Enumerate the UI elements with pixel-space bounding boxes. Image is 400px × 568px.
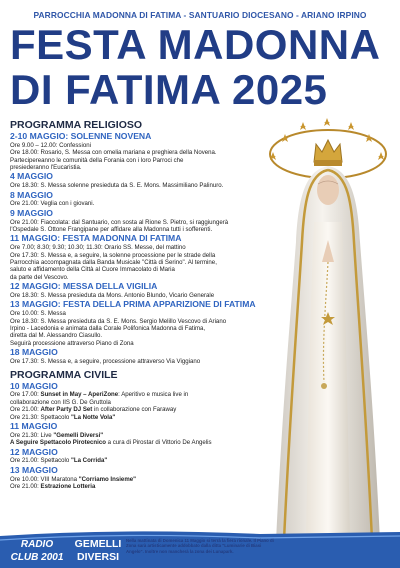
civil-day-title: 10 MAGGIO [10,380,58,391]
religious-day-line: Ore 21.00: Veglia con i giovani. [10,200,95,208]
svg-text:GEMELLI: GEMELLI [74,538,122,550]
civil-day-title: 12 MAGGIO [10,446,58,457]
civil-day-line [10,414,278,421]
civil-day-line [10,391,278,398]
civil-line-segment: "Corriamo Insieme" [78,475,137,483]
religious-day-line: Ore 18.30: S. Messa solenne presieduta da S. E. Mons. Massimiliano Palinuro. [10,182,224,190]
religious-day-line: Ore 18.30: S. Messa presieduta da Mons. Antonio Blundo, Vicario Generale [10,292,215,300]
civil-line-segment: a cura di Pirostar di Vittorio De Angelis [105,439,212,447]
civil-program-heading: PROGRAMMA CIVILE [10,368,118,381]
religious-program-list [10,132,278,366]
religious-day-title: 8 MAGGIO [10,189,53,200]
religious-day-line: Seguirà processione attraverso Piano di Zona [10,339,134,347]
civil-day-line [10,439,278,446]
civil-day-title: 11 MAGGIO [10,420,58,431]
footer-note: Nella mattinata di Domenica 11 Maggio si terrà la fiera rionale. Il Piano di Zona sarà artisticamente addobbato dalla ditta "Luminarie di Biasi Angelo". Inoltre non mancherà la zona dei Lunapark. [126,538,274,554]
religious-program-heading: PROGRAMMA RELIGIOSO [10,119,143,131]
religious-day-line: saluto e affidamento della Città al Cuore Immacolato di Maria [10,266,175,274]
civil-line-segment: Ore 17.00: [10,391,41,399]
civil-line-segment: Ore 10.00: VIII Maratona [10,475,79,483]
religious-day-title: 4 MAGGIO [10,171,53,182]
religious-day-line: Ore 7.00; 8.30; 9.30; 10.30; 11.30: Orario SS. Messe, del mattino [10,244,186,252]
civil-program-list [10,382,278,491]
civil-line-segment: A Seguire Spettacolo Pirotecnico [10,439,106,447]
civil-line-segment: "Gemelli Diversi" [53,431,104,439]
religious-day-line: l'Ospedale S. Ottone Frangipane per affidare alla Madonna tutti i sofferenti. [10,226,213,234]
religious-day-title: 13 MAGGIO: FESTA DELLA PRIMA APPARIZIONE DI FATIMA [10,299,256,310]
civil-day-line [10,483,278,490]
civil-day-title: 13 MAGGIO [10,464,58,475]
civil-line-segment: Ore 21.00: Spettacolo [10,457,71,465]
religious-day-title: 18 MAGGIO [10,347,58,358]
civil-day-line [10,406,278,413]
civil-line-segment: Ore 21.30: Spettacolo [10,413,71,421]
civil-line-segment: Ore 21.30: Live [10,431,54,439]
civil-line-segment: Estrazione Lotteria [40,482,96,490]
civil-line-segment: "La Notte Vola" [70,413,116,421]
civil-line-segment: After Party DJ Set [40,406,93,414]
civil-day-line [10,476,278,483]
religious-day-title: 9 MAGGIO [10,207,53,218]
civil-day-line [10,457,278,464]
religious-day-line: Irpino - Lacedonia e animata dalla Corale Polifonica Madonna di Fatima, [10,325,206,333]
parish-header: PARROCCHIA MADONNA DI FATIMA - SANTUARIO DIOCESANO - ARIANO IRPINO [33,10,367,20]
civil-line-segment: : Aperitivo e musica live in [118,391,189,399]
religious-day-title: 11 MAGGIO: FESTA MADONNA DI FATIMA [10,233,182,244]
civil-line-segment: "La Corrida" [70,457,108,465]
civil-line-segment: Sunset in May – AperiZone [40,391,119,399]
religious-day-line: Ore 10.00: S. Messa [10,310,66,318]
svg-text:DIVERSI: DIVERSI [76,551,120,563]
civil-day-line [10,432,278,439]
religious-day-line: Ore 17.30: S. Messa e, a seguire, processione attraverso Via Viggiano [10,358,201,366]
svg-text:RADIO: RADIO [20,539,54,550]
religious-day-line: presiederanno l'Eucaristia. [10,164,82,172]
religious-day-line: Ore 18.30: S. Messa presieduta da S. E. Mons. Sergio Melillo Vescovo di Ariano [10,317,227,325]
title-line-1: FESTA MADONNA [10,21,381,68]
religious-day-title: 2-10 MAGGIO: SOLENNE NOVENA [10,131,152,141]
religious-day-title: 12 MAGGIO: MESSA DELLA VIGILIA [10,281,158,292]
gemelli-diversi-logo [72,535,124,563]
civil-line-segment: Ore 21.00: [10,406,41,414]
religious-day-line: Parrocchia accompagnata dalla Banda Musicale "Città di Serino". Al termine, [10,259,217,267]
program-content [10,119,278,490]
religious-day-line: Ore 9.00 – 12.00: Confessioni [10,141,91,149]
religious-day-line: Ore 17.30: S. Messa e, a seguire, la solenne processione per le strade della [10,251,216,259]
radio-club-2001-logo [4,535,70,563]
civil-line-segment: Ore 21.00: [10,482,41,490]
civil-line-segment: collaborazione con IIS G. De Gruttola [10,398,111,406]
religious-day-line: da parte del Vescovo. [10,273,69,281]
religious-day-line: Ore 21.00: Fiaccolata: dal Santuario, con sosta al Rione S. Pietro, si raggiungerà [10,218,229,226]
title-line-2: DI FATIMA 2025 [10,66,328,113]
religious-day-line: Ore 18.00: Rosario, S. Messa con omelia mariana e preghiera della Novena. [10,149,217,157]
civil-day-line [10,399,278,406]
civil-line-segment: in collaborazione con Faraway [92,406,177,414]
religious-day-line: Partecipereanno le comunità della Forania con i loro Parroci che [10,156,184,164]
svg-text:CLUB 2001: CLUB 2001 [10,552,64,563]
religious-day-line: diretta dal M. Alessandro Ciasullo. [10,332,103,340]
